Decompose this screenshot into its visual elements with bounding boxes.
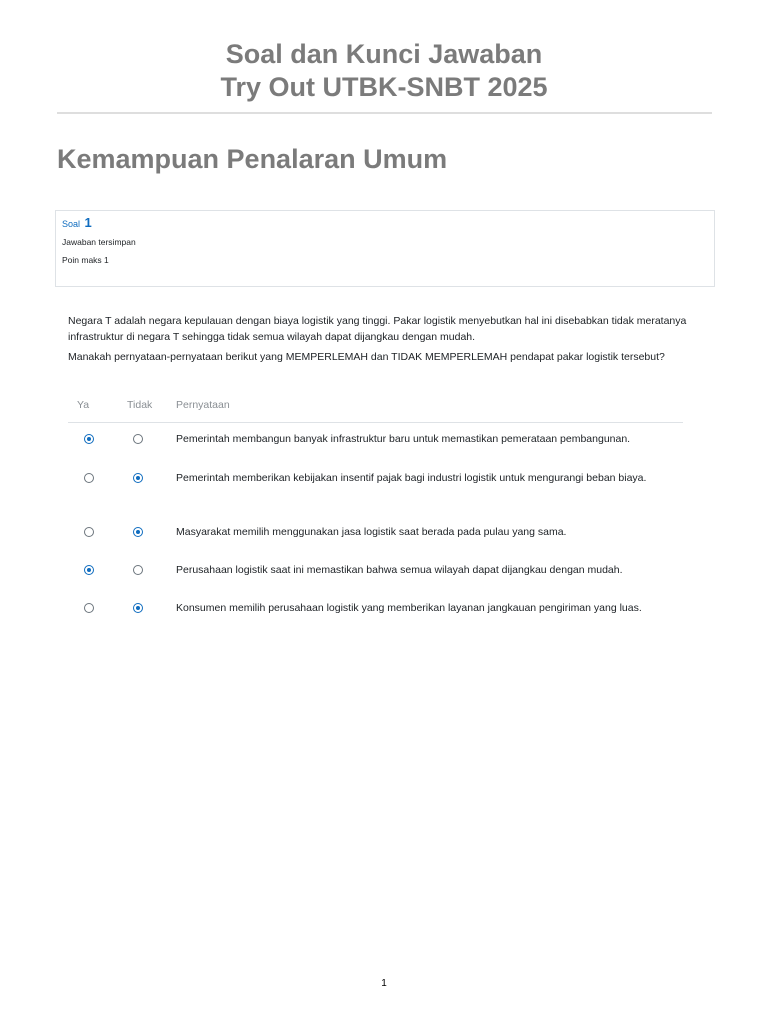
statement-text: Pemerintah membangun banyak infrastruktur baru untuk memastikan pemerataan pembangunan. — [176, 433, 631, 445]
header-ya: Ya — [77, 399, 90, 411]
statement-text: Perusahaan logistik saat ini memastikan bahwa semua wilayah dapat dijangkau dengan mudah. — [176, 564, 623, 576]
radio-ya[interactable] — [84, 473, 94, 483]
max-points: Poin maks 1 — [62, 255, 109, 265]
radio-tidak[interactable] — [133, 434, 143, 444]
question-number: 1 — [84, 215, 92, 230]
question-label: Soal — [62, 219, 81, 229]
table-row — [68, 591, 683, 629]
page-number: 1 — [381, 978, 387, 989]
question-paragraph-1: Negara T adalah negara kepulauan dengan biaya logistik yang tinggi. Pakar logistik menyebutkan hal ini disebabkan tidak meratanya infrastruktur di negara T sehingga tidak semua wilayah dapat dijangkau dengan mudah. — [68, 315, 687, 343]
header-tidak: Tidak — [127, 399, 153, 411]
table-row — [68, 515, 683, 553]
radio-ya[interactable] — [84, 434, 94, 444]
section-title: Kemampuan Penalaran Umum — [57, 144, 448, 174]
radio-tidak[interactable] — [133, 527, 143, 537]
title-divider — [57, 112, 712, 114]
question-number-line — [62, 216, 708, 231]
radio-ya[interactable] — [84, 603, 94, 613]
document-title-line1: Soal dan Kunci Jawaban — [225, 39, 543, 69]
statement-text: Masyarakat memilih menggunakan jasa logistik saat berada pada pulau yang sama. — [176, 526, 567, 538]
answer-status: Jawaban tersimpan — [62, 237, 136, 247]
table-row — [68, 461, 683, 515]
question-text — [68, 313, 698, 365]
question-paragraph-2: Manakah pernyataan-pernyataan berikut yang MEMPERLEMAH dan TIDAK MEMPERLEMAH pendapat pakar logistik tersebut? — [68, 351, 665, 363]
table-row — [68, 553, 683, 591]
radio-tidak[interactable] — [133, 565, 143, 575]
radio-ya[interactable] — [84, 565, 94, 575]
answer-table — [68, 392, 683, 629]
document-title — [0, 38, 768, 104]
radio-tidak[interactable] — [133, 473, 143, 483]
radio-tidak[interactable] — [133, 603, 143, 613]
table-row — [68, 423, 683, 461]
statement-text: Konsumen memilih perusahaan logistik yang memberikan layanan jangkauan pengiriman yang luas. — [176, 602, 642, 614]
statement-text: Pemerintah memberikan kebijakan insentif pajak bagi industri logistik untuk mengurangi beban biaya. — [176, 472, 647, 484]
header-pernyataan: Pernyataan — [176, 399, 230, 411]
question-info-box — [55, 210, 715, 287]
document-title-line2: Try Out UTBK-SNBT 2025 — [220, 72, 548, 102]
radio-ya[interactable] — [84, 527, 94, 537]
table-header — [68, 392, 683, 423]
